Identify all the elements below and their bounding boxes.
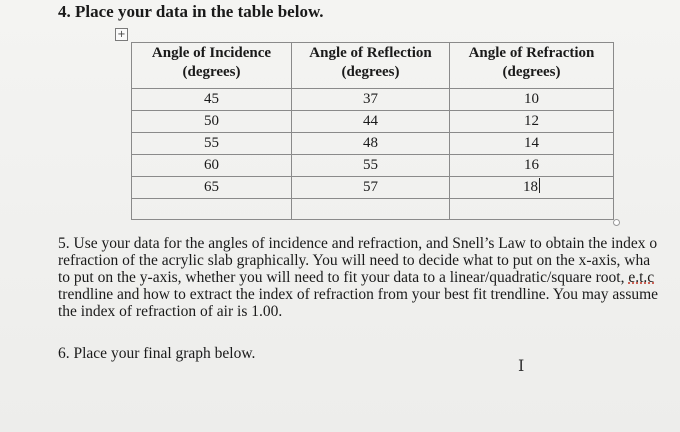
header-incidence[interactable] — [132, 43, 292, 89]
section-4-heading: 4. Place your data in the table below. — [58, 2, 324, 21]
table-cell[interactable]: 55 — [292, 155, 450, 177]
paragraph-line: the index of refraction of air is 1.00. — [58, 303, 283, 320]
table-row-empty — [132, 199, 614, 220]
header-unit: (degrees) — [502, 64, 561, 80]
table-cell[interactable]: 16 — [450, 155, 614, 177]
table-cell[interactable] — [132, 199, 292, 220]
table-cell[interactable]: 60 — [132, 155, 292, 177]
table-row — [132, 155, 614, 177]
table-cell[interactable]: 55 — [132, 133, 292, 155]
paragraph-line: trendline and how to extract the index of refraction from your best fit trendline. You may assume — [58, 286, 659, 303]
i-beam-cursor-icon: I — [518, 356, 525, 375]
table-cell[interactable]: 14 — [450, 133, 614, 155]
header-line: Angle of Incidence — [151, 45, 272, 61]
table-cell[interactable] — [292, 199, 450, 220]
table-cell[interactable]: 12 — [450, 111, 614, 133]
text-cursor — [539, 178, 540, 193]
data-table[interactable] — [131, 42, 614, 220]
table-resize-handle-icon[interactable] — [613, 219, 620, 226]
table-cell-text: 18 — [523, 179, 538, 195]
header-unit: (degrees) — [341, 64, 400, 80]
paragraph-line: 5. Use your data for the angles of incidence and refraction, and Snell’s Law to obtain the index o — [58, 235, 658, 252]
table-cell[interactable]: 50 — [132, 111, 292, 133]
table-cell[interactable]: 44 — [292, 111, 450, 133]
header-line: Angle of Reflection — [309, 45, 432, 61]
paragraph-line: refraction of the acrylic slab graphically. You will need to decide what to put on the x-axis, wha — [58, 252, 651, 269]
table-cell[interactable]: 45 — [132, 89, 292, 111]
table-move-handle-icon[interactable]: + — [115, 28, 128, 41]
table-row — [132, 111, 614, 133]
paragraph-line — [58, 269, 680, 286]
table-cell[interactable]: 10 — [450, 89, 614, 111]
paragraph-line-text: to put on the y-axis, whether you will need to fit your data to a linear/quadratic/square root, — [58, 269, 629, 286]
header-reflection[interactable] — [292, 43, 450, 89]
header-line: Angle of Refraction — [468, 45, 595, 61]
table-cell[interactable] — [450, 199, 614, 220]
table-row — [132, 177, 614, 199]
table-row — [132, 133, 614, 155]
header-refraction[interactable] — [450, 43, 614, 89]
header-unit: (degrees) — [182, 64, 241, 80]
spellcheck-underlined-word[interactable]: e.t.c — [628, 269, 655, 286]
table-header-row — [132, 43, 614, 89]
question-5-paragraph — [58, 235, 680, 320]
table-row — [132, 89, 614, 111]
table-cell[interactable]: 57 — [292, 177, 450, 199]
table-cell[interactable]: 37 — [292, 89, 450, 111]
table-cell[interactable]: 65 — [132, 177, 292, 199]
question-6-text: 6. Place your final graph below. — [58, 345, 256, 362]
table-cell-active[interactable] — [450, 177, 614, 199]
table-cell[interactable]: 48 — [292, 133, 450, 155]
